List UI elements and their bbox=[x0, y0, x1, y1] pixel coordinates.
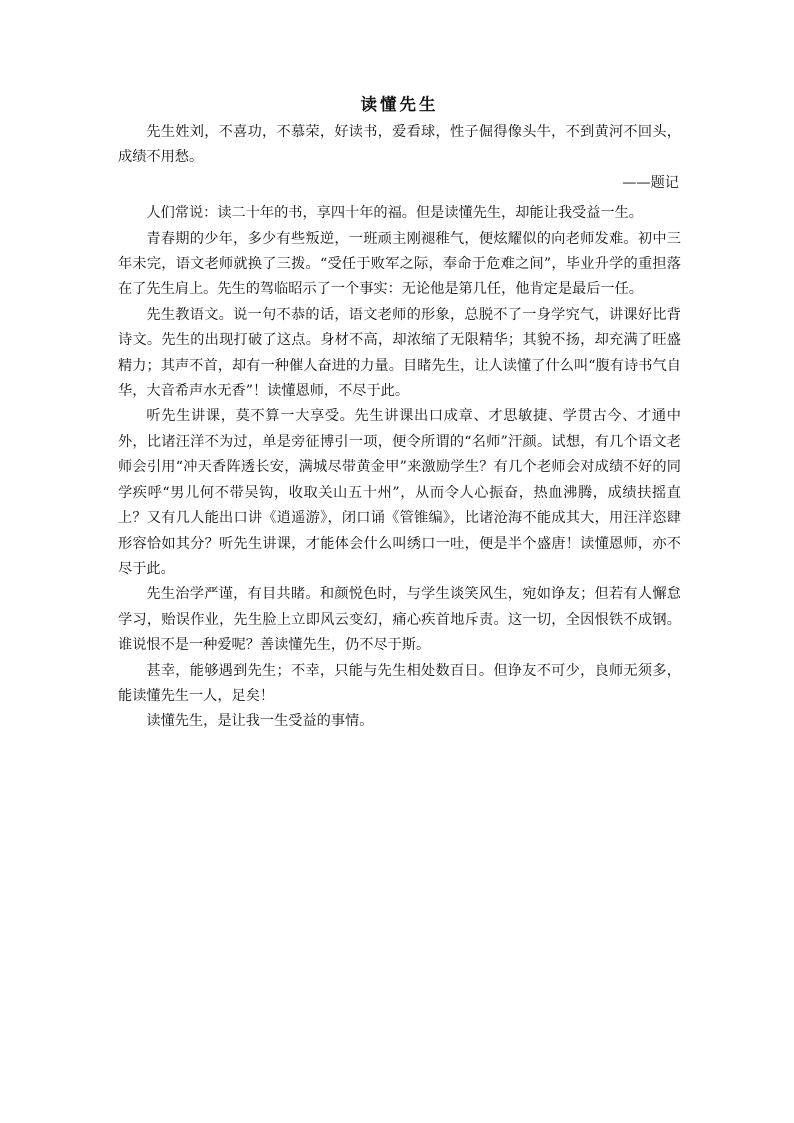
paragraph-7: 读懂先生，是让我一生受益的事情。 bbox=[146, 713, 374, 730]
essay-body bbox=[118, 90, 681, 735]
paragraph-5: 先生治学严谨，有目共睹。和颜悦色时，与学生谈笑风生，宛如诤友；但若有人懈怠学习，贻误作业，先生脸上立即风云变幻，痛心疾首地斥责。这一切，全因恨铁不成钢。谁说恨不是一种爱呢？善读懂先生，仍不尽于斯。 bbox=[118, 586, 681, 654]
epigraph-paragraph: 先生姓刘，不喜功，不慕荣，好读书，爱看球，性子倔得像头牛，不到黄河不回头，成绩不用愁。 bbox=[118, 124, 681, 166]
epigraph-attribution: ——题记 bbox=[622, 174, 679, 191]
paragraph-6: 甚幸，能够遇到先生；不幸，只能与先生相处数百日。但诤友不可少，良师无须多，能读懂先生一人，足矣！ bbox=[118, 662, 681, 704]
paragraph-4: 听先生讲课，莫不算一大享受。先生讲课出口成章、才思敏捷、学贯古今、才通中外，比诸汪洋不为过，单是旁征博引一项，便令所谓的“名师”汗颜。试想，有几个语文老师会引用“冲天香阵透长安，满城尽带黄金甲”来激励学生？有几个老师会对成绩不好的同学疾呼“男儿何不带吴钩，收取关山五十州”，从而令人心振奋，热血沸腾，成绩扶摇直上？又有几人能出口讲《逍遥游》，闭口诵《管锥编》，比诸沧海不能成其大，用汪洋恣肆形容恰如其分？听先生讲课，才能体会什么叫绣口一吐，便是半个盛唐！读懂恩师，亦不尽于此。 bbox=[118, 408, 681, 577]
paragraph-2: 青春期的少年，多少有些叛逆，一班顽主刚褪稚气，便炫耀似的向老师发难。初中三年未完，语文老师就换了三拨。“受任于败军之际，奉命于危难之间”，毕业升学的重担落在了先生肩上。先生的驾临昭示了一个事实：无论他是第几任，他肯定是最后一任。 bbox=[118, 230, 681, 298]
paragraph-1: 人们常说：读二十年的书，享四十年的福。但是读懂先生，却能让我受益一生。 bbox=[146, 205, 643, 222]
essay-title: 读懂先生 bbox=[360, 95, 439, 114]
paragraph-3: 先生教语文。说一句不恭的话，语文老师的形象，总脱不了一身学究气，讲课好比背诗文。先生的出现打破了这点。身材不高，却浓缩了无限精华；其貌不扬，却充满了旺盛精力；其声不首，却有一种催人奋进的力量。目睹先生，让人读懂了什么叫“腹有诗书气自华，大音希声水无香”！读懂恩师，不尽于此。 bbox=[118, 306, 681, 400]
